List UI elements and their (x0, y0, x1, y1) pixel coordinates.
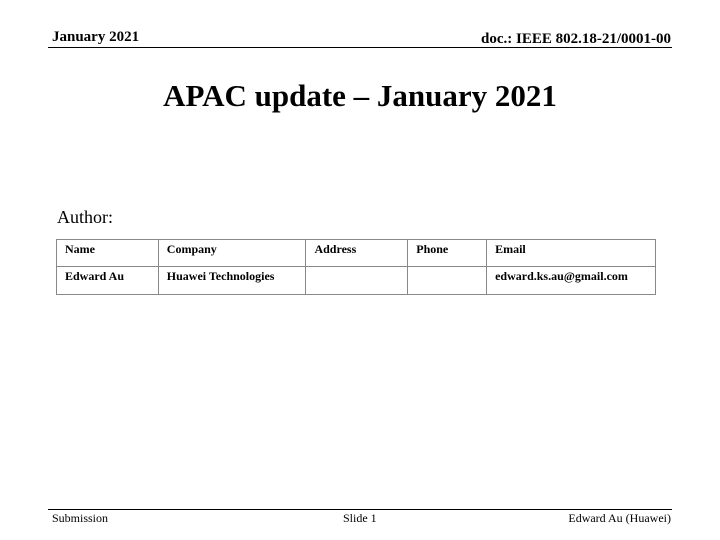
header-divider (48, 47, 672, 48)
author-label: Author: (57, 207, 113, 227)
column-header-company: Company (158, 240, 306, 267)
footer-slide-number: Slide 1 (343, 511, 377, 525)
authors-table (56, 239, 656, 295)
cell-name: Edward Au (57, 267, 159, 295)
cell-company: Huawei Technologies (158, 267, 306, 295)
cell-email: edward.ks.au@gmail.com (487, 267, 656, 295)
table-header-row (57, 240, 656, 267)
cell-phone (408, 267, 487, 295)
column-header-email: Email (487, 240, 656, 267)
column-header-phone: Phone (408, 240, 487, 267)
slide-title: APAC update – January 2021 (163, 78, 557, 113)
footer-submission: Submission (52, 511, 109, 525)
cell-address (306, 267, 408, 295)
header-doc-id: doc.: IEEE 802.18-21/0001-00 (480, 31, 671, 47)
footer-divider (48, 509, 672, 510)
table-row (57, 267, 656, 295)
column-header-address: Address (306, 240, 408, 267)
footer-author: Edward Au (Huawei) (568, 511, 671, 525)
header-date: January 2021 (52, 29, 140, 45)
column-header-name: Name (57, 240, 159, 267)
